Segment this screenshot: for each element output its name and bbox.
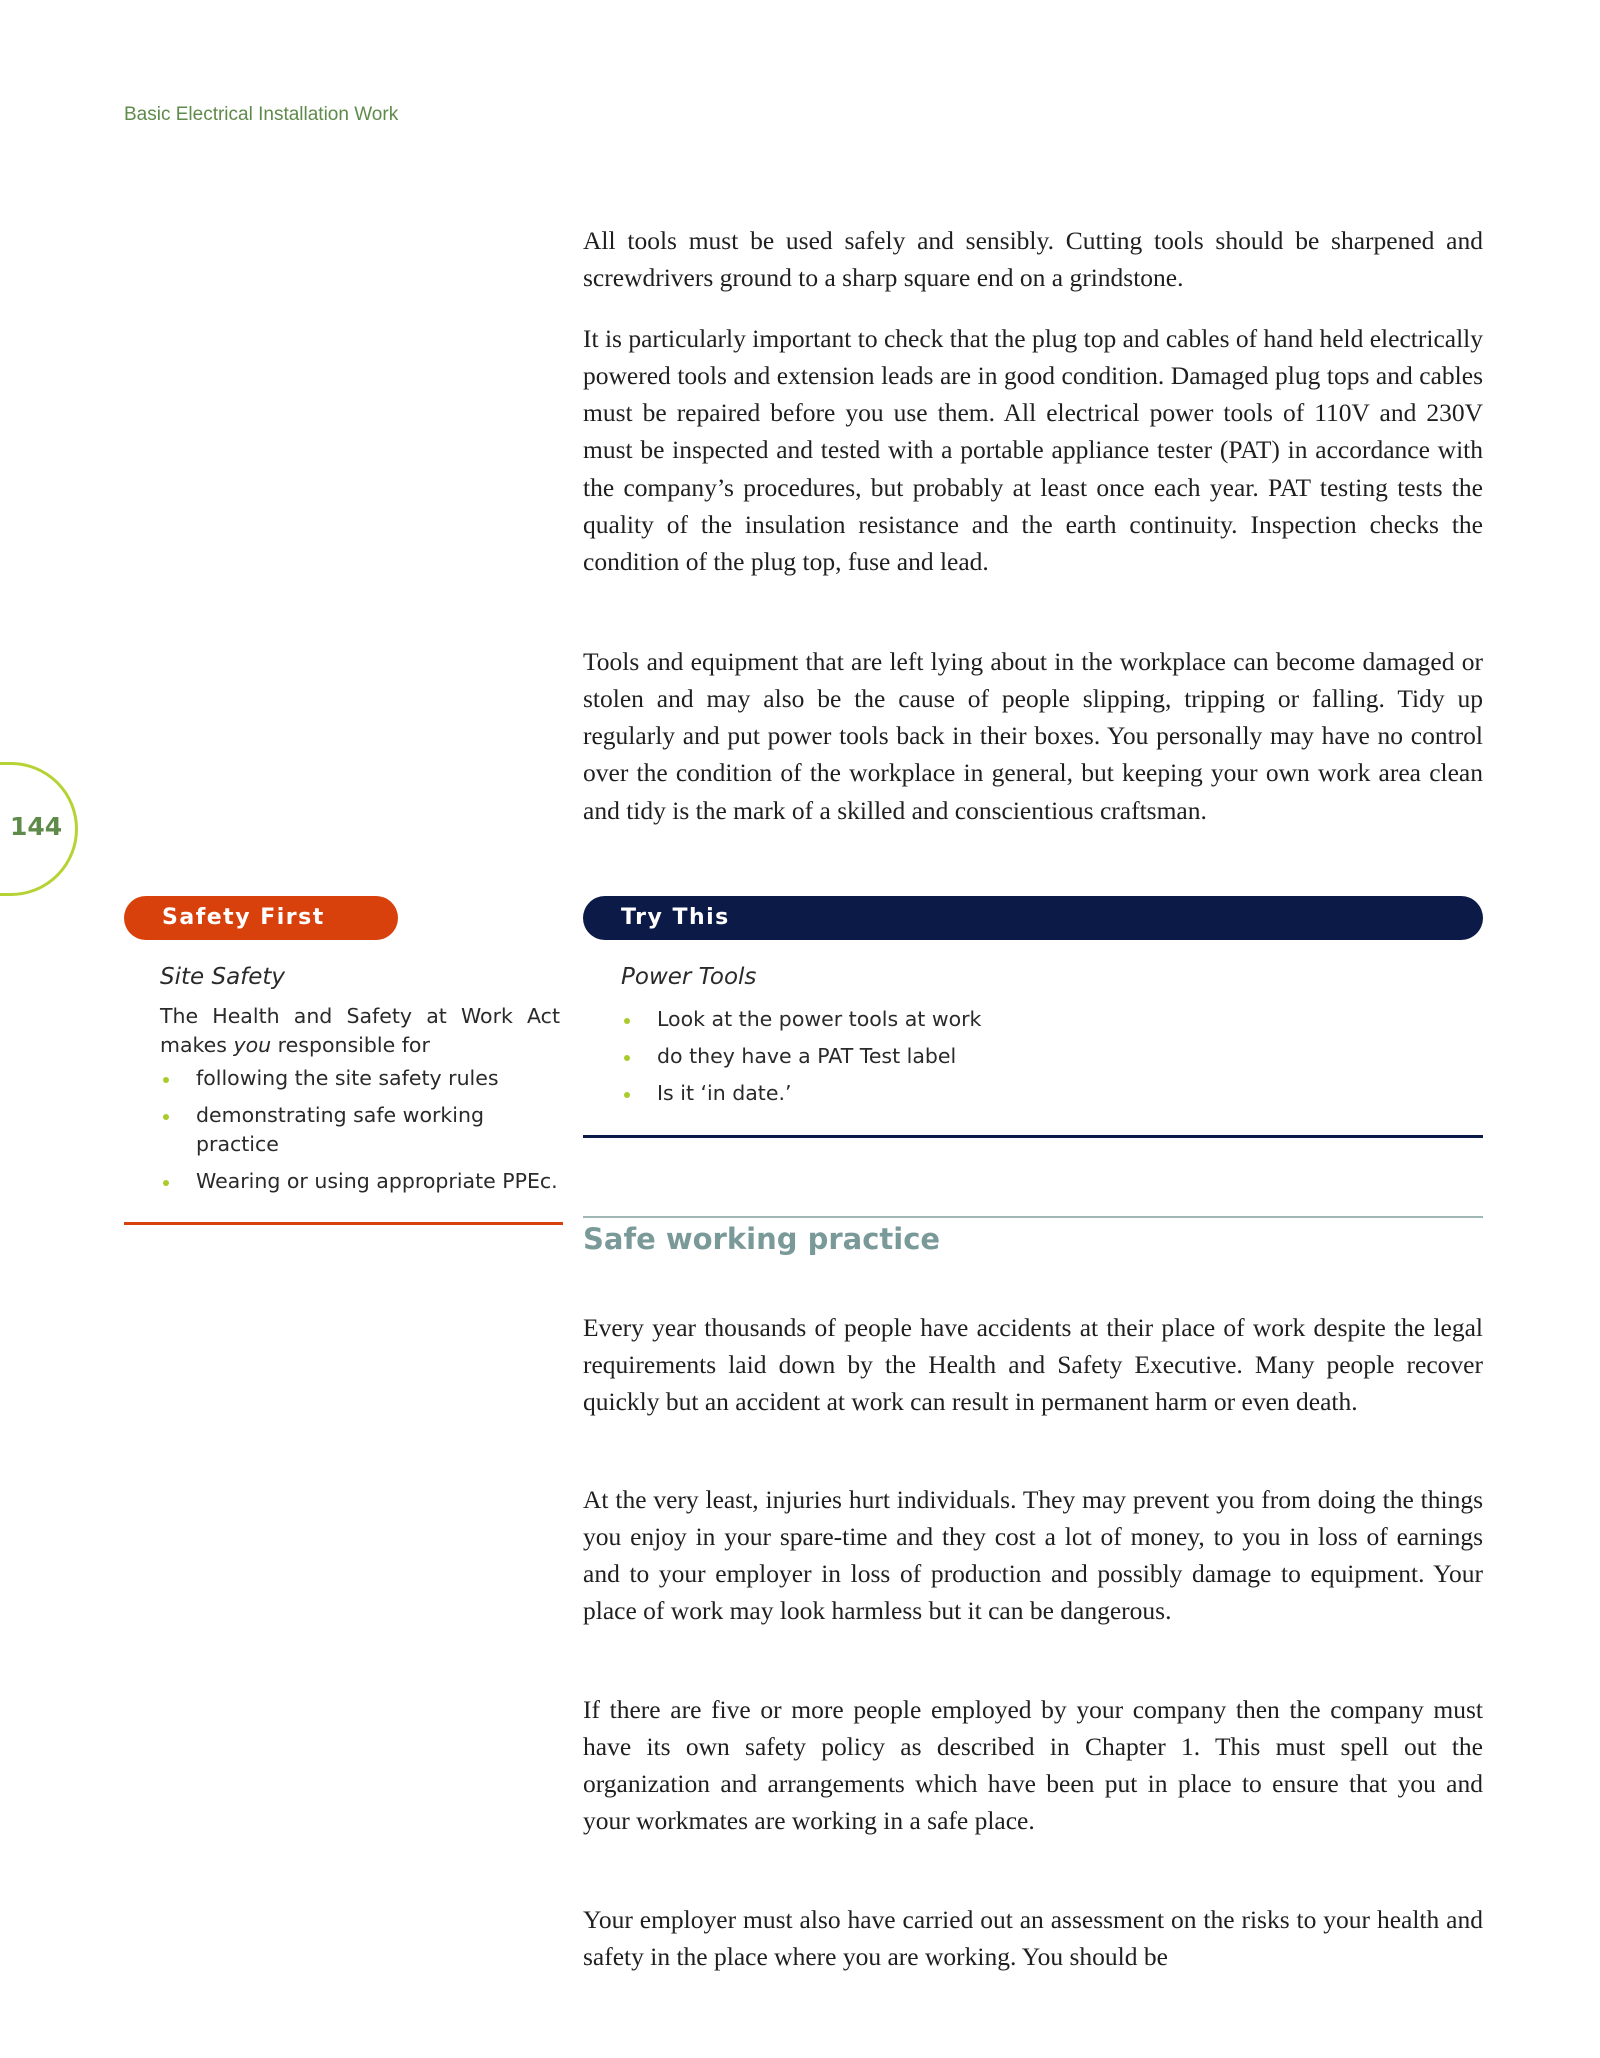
list-item: Wearing or using appropriate PPEc. [160, 1167, 560, 1196]
safety-first-subtitle: Site Safety [160, 964, 286, 990]
intro-text: The Health and Safety at Work Act makes [160, 1004, 560, 1057]
body-paragraph: All tools must be used safely and sensibly. Cutting tools should be sharpened and screwdrivers ground to a sharp square end on a grindstone. [583, 225, 1483, 292]
intro-emphasis: you [233, 1033, 272, 1057]
section-heading: Safe working practice [583, 1222, 941, 1256]
body-paragraph: Tools and equipment that are left lying about in the workplace can become damaged or stolen and may also be the cause of people slipping, tripping or falling. Tidy up regularly and put power tools back in their boxes. You personally may have no control over the condition of the workplace in general, but keeping your own work area clean and tidy is the mark of a skilled and conscientious craftsman. [583, 646, 1483, 825]
list-item: demonstrating safe working practice [160, 1101, 560, 1159]
safety-first-intro [160, 1002, 560, 1060]
section-divider [583, 1216, 1483, 1218]
safety-first-bullets [160, 1064, 560, 1204]
intro-text: responsible for [271, 1033, 430, 1057]
page-number: 144 [10, 812, 63, 841]
running-head-title: Basic Electrical Installation Work [124, 104, 399, 125]
try-this-divider [583, 1135, 1483, 1138]
try-this-header: Try This [583, 896, 1483, 940]
safety-first-divider [124, 1222, 563, 1225]
body-paragraph: It is particularly important to check that the plug top and cables of hand held electrically powered tools and extension leads are in good condition. Damaged plug tops and cables must be repaired before you use them. All electrical power tools of 110V and 230V must be inspected and tested with a portable appliance tester (PAT) in accordance with the company’s procedures, but probably at least once each year. PAT testing tests the quality of the insulation resistance and the earth continuity. Inspection checks the condition of the plug top, fuse and lead. [583, 323, 1483, 577]
safety-first-header: Safety First [124, 896, 398, 940]
list-item: Is it ‘in date.’ [621, 1079, 1481, 1108]
try-this-bullets [621, 1005, 1481, 1116]
body-paragraph: Every year thousands of people have accidents at their place of work despite the legal requirements laid down by the Health and Safety Executive. Many people recover quickly but an accident at work can result in permanent harm or even death. [583, 1312, 1483, 1417]
try-this-subtitle: Power Tools [621, 964, 757, 990]
body-paragraph: If there are five or more people employed by your company then the company must have its own safety policy as described in Chapter 1. This must spell out the organization and arrangements which have been put in place to ensure that you and your workmates are working in a safe place. [583, 1694, 1483, 1836]
body-paragraph: Your employer must also have carried out an assessment on the risks to your health and safety in the place where you are working. You should be [583, 1904, 1483, 1971]
list-item: Look at the power tools at work [621, 1005, 1481, 1034]
list-item: following the site safety rules [160, 1064, 560, 1093]
body-paragraph: At the very least, injuries hurt individuals. They may prevent you from doing the things you enjoy in your spare-time and they cost a lot of money, to you in loss of earnings and to your employer in loss of production and possibly damage to equipment. Your place of work may look harmless but it can be dangerous. [583, 1484, 1483, 1626]
list-item: do they have a PAT Test label [621, 1042, 1481, 1071]
